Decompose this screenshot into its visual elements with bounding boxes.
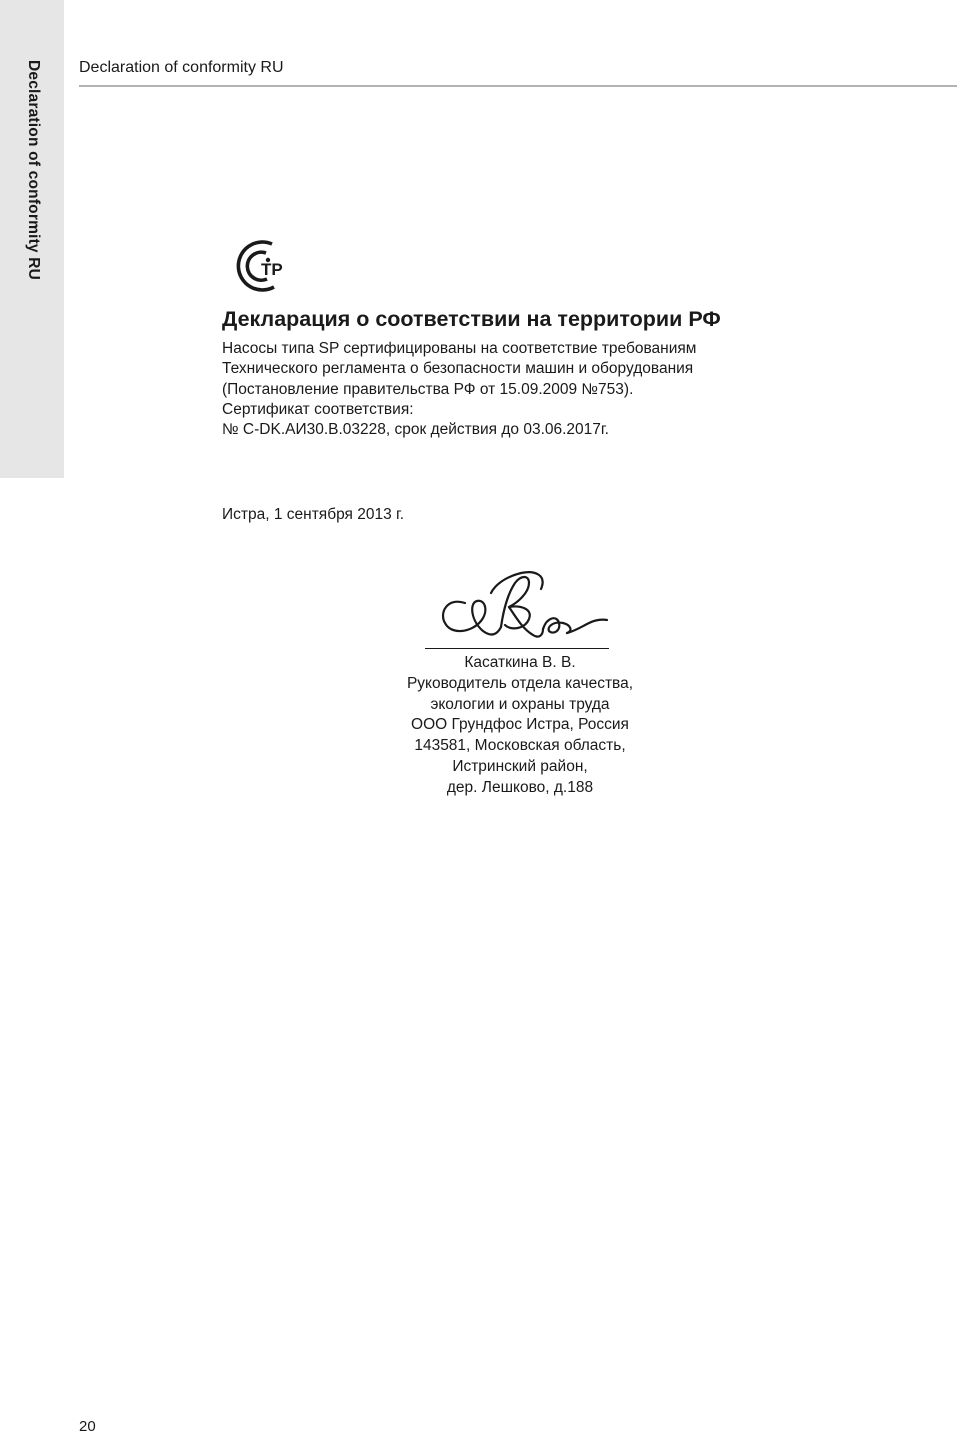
declaration-line: Технического регламента о безопасности машин и оборудования <box>222 360 694 378</box>
place-and-date: Истра, 1 сентября 2013 г. <box>222 506 405 523</box>
signer-line: Руководитель отдела качества, <box>406 674 634 692</box>
signer-line: ООО Грундфос Истра, Россия <box>411 716 629 734</box>
page-number: 20 <box>79 1418 96 1435</box>
eac-tr-mark-icon <box>222 238 290 296</box>
declaration-line: Насосы типа SP сертифицированы на соответствие требованиям <box>222 340 697 357</box>
declaration-line: (Постановление правительства РФ от 15.09.2009 №753). <box>222 380 634 398</box>
logo-letters: ТР <box>261 260 283 279</box>
signer-line: 143581, Московская область, <box>414 737 626 755</box>
header-divider <box>79 85 957 87</box>
page-header-title: Declaration of conformity RU <box>79 59 284 76</box>
declaration-body <box>222 339 696 440</box>
signer-line: Истринский район, <box>452 757 588 775</box>
signature-line <box>425 648 609 649</box>
declaration-line: Сертификат соответствия: <box>222 400 414 418</box>
signer-line: дер. Лешково, д.188 <box>446 778 594 796</box>
side-tab <box>0 0 64 478</box>
declaration-title: Декларация о соответствии на территории РФ <box>222 307 721 331</box>
signer-block <box>340 653 700 799</box>
signer-line: экологии и охраны труда <box>430 695 610 713</box>
side-tab-label: Declaration of conformity RU <box>25 60 42 281</box>
handwritten-signature <box>425 565 615 653</box>
declaration-line: № C-DK.АИ30.В.03228, срок действия до 03.06.2017г. <box>222 421 609 439</box>
signer-line: Касаткина В. В. <box>464 654 576 671</box>
